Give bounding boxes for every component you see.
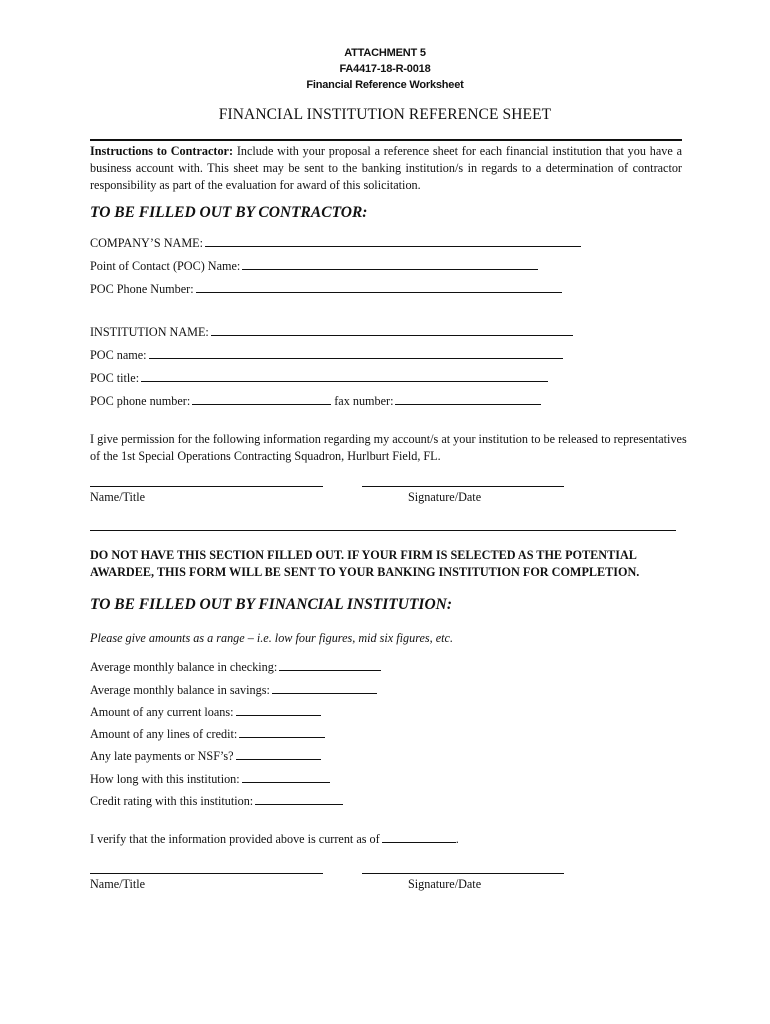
section-divider [90, 530, 676, 531]
current-loans-label: Amount of any current loans: [90, 705, 234, 719]
credit-lines-blank[interactable] [239, 727, 325, 738]
header-subtitle: Financial Reference Worksheet [306, 79, 464, 91]
fax-blank[interactable] [395, 394, 541, 405]
contractor-section-title: TO BE FILLED OUT BY CONTRACTOR: [90, 204, 368, 221]
page-title: FINANCIAL INSTITUTION REFERENCE SHEET [218, 106, 552, 123]
inst-poc-title-field[interactable] [90, 371, 548, 386]
instructions-label: Instructions to Contractor: [90, 144, 234, 158]
checking-balance-label: Average monthly balance in checking: [90, 660, 278, 674]
poc-phone-blank[interactable] [196, 282, 562, 293]
contractor-signature-line[interactable] [362, 486, 564, 487]
verify-date-field[interactable] [90, 832, 459, 847]
savings-balance-label: Average monthly balance in savings: [90, 683, 270, 697]
institution-name-label: INSTITUTION NAME: [90, 325, 209, 339]
company-name-field[interactable] [90, 236, 581, 251]
fax-label: fax number: [334, 394, 394, 408]
how-long-label: How long with this institution: [90, 772, 240, 786]
instructions-paragraph [90, 143, 682, 194]
verify-date-blank[interactable] [382, 832, 456, 843]
current-loans-field[interactable] [90, 705, 321, 720]
verify-end: . [455, 832, 459, 846]
inst-poc-title-label: POC title: [90, 371, 140, 385]
institution-name-title-label: Name/Title [90, 877, 146, 891]
institution-name-title-line[interactable] [90, 873, 323, 874]
credit-lines-field[interactable] [90, 727, 325, 742]
inst-poc-phone-field[interactable] [90, 394, 541, 409]
inst-poc-name-field[interactable] [90, 348, 563, 363]
institution-name-blank[interactable] [211, 325, 573, 336]
credit-lines-label: Amount of any lines of credit: [90, 727, 238, 741]
how-long-blank[interactable] [242, 772, 330, 783]
contractor-signature-date-label: Signature/Date [408, 490, 482, 504]
late-payments-blank[interactable] [236, 749, 321, 760]
institution-signature-line[interactable] [362, 873, 564, 874]
warning-notice: DO NOT HAVE THIS SECTION FILLED OUT. IF YOUR FIRM IS SELECTED AS THE POTENTIAL AWARDEE, THIS FORM WILL BE SENT TO YOUR BANKING INSTITUTION FOR COMPLETION. [90, 548, 640, 579]
solicitation-number: FA4417-18-R-0018 [339, 63, 431, 75]
company-name-label: COMPANY’S NAME: [90, 236, 203, 250]
institution-section-title: TO BE FILLED OUT BY FINANCIAL INSTITUTION: [90, 596, 452, 613]
poc-phone-label: POC Phone Number: [90, 282, 194, 296]
contractor-name-title-label: Name/Title [90, 490, 146, 504]
institution-signature-date-label: Signature/Date [408, 877, 482, 891]
poc-phone-field[interactable] [90, 282, 562, 297]
poc-name-label: Point of Contact (POC) Name: [90, 259, 241, 273]
credit-rating-field[interactable] [90, 794, 343, 809]
attachment-label: ATTACHMENT 5 [344, 47, 426, 59]
title-divider [90, 139, 682, 141]
poc-name-field[interactable] [90, 259, 538, 274]
inst-poc-phone-blank[interactable] [192, 394, 331, 405]
inst-poc-title-blank[interactable] [141, 371, 548, 382]
credit-rating-label: Credit rating with this institution: [90, 794, 254, 808]
how-long-field[interactable] [90, 772, 330, 787]
current-loans-blank[interactable] [236, 705, 321, 716]
checking-balance-field[interactable] [90, 660, 381, 675]
late-payments-field[interactable] [90, 749, 321, 764]
poc-name-blank[interactable] [242, 259, 538, 270]
checking-balance-blank[interactable] [279, 660, 381, 671]
document-header [0, 45, 770, 93]
instructions-text: Include with your proposal a reference sheet for each financial institution that you have a business account with. This sheet may be sent to the banking institution/s in regards to a determination of contractor responsibility as part of the evaluation for award of this solicitation. [90, 144, 682, 192]
contractor-name-title-line[interactable] [90, 486, 323, 487]
inst-poc-name-blank[interactable] [149, 348, 563, 359]
inst-poc-phone-label: POC phone number: [90, 394, 191, 408]
company-name-blank[interactable] [205, 236, 581, 247]
verify-text: I verify that the information provided above is current as of [90, 832, 380, 846]
credit-rating-blank[interactable] [255, 794, 343, 805]
inst-poc-name-label: POC name: [90, 348, 147, 362]
range-instructions: Please give amounts as a range – i.e. low four figures, mid six figures, etc. [90, 631, 453, 645]
savings-balance-blank[interactable] [272, 683, 377, 694]
savings-balance-field[interactable] [90, 683, 377, 698]
institution-name-field[interactable] [90, 325, 573, 340]
late-payments-label: Any late payments or NSF’s? [90, 749, 234, 763]
permission-paragraph: I give permission for the following information regarding my account/s at your institution to be released to representatives of the 1st Special Operations Contracting Squadron, Hurlburt Field, FL. [90, 432, 687, 463]
